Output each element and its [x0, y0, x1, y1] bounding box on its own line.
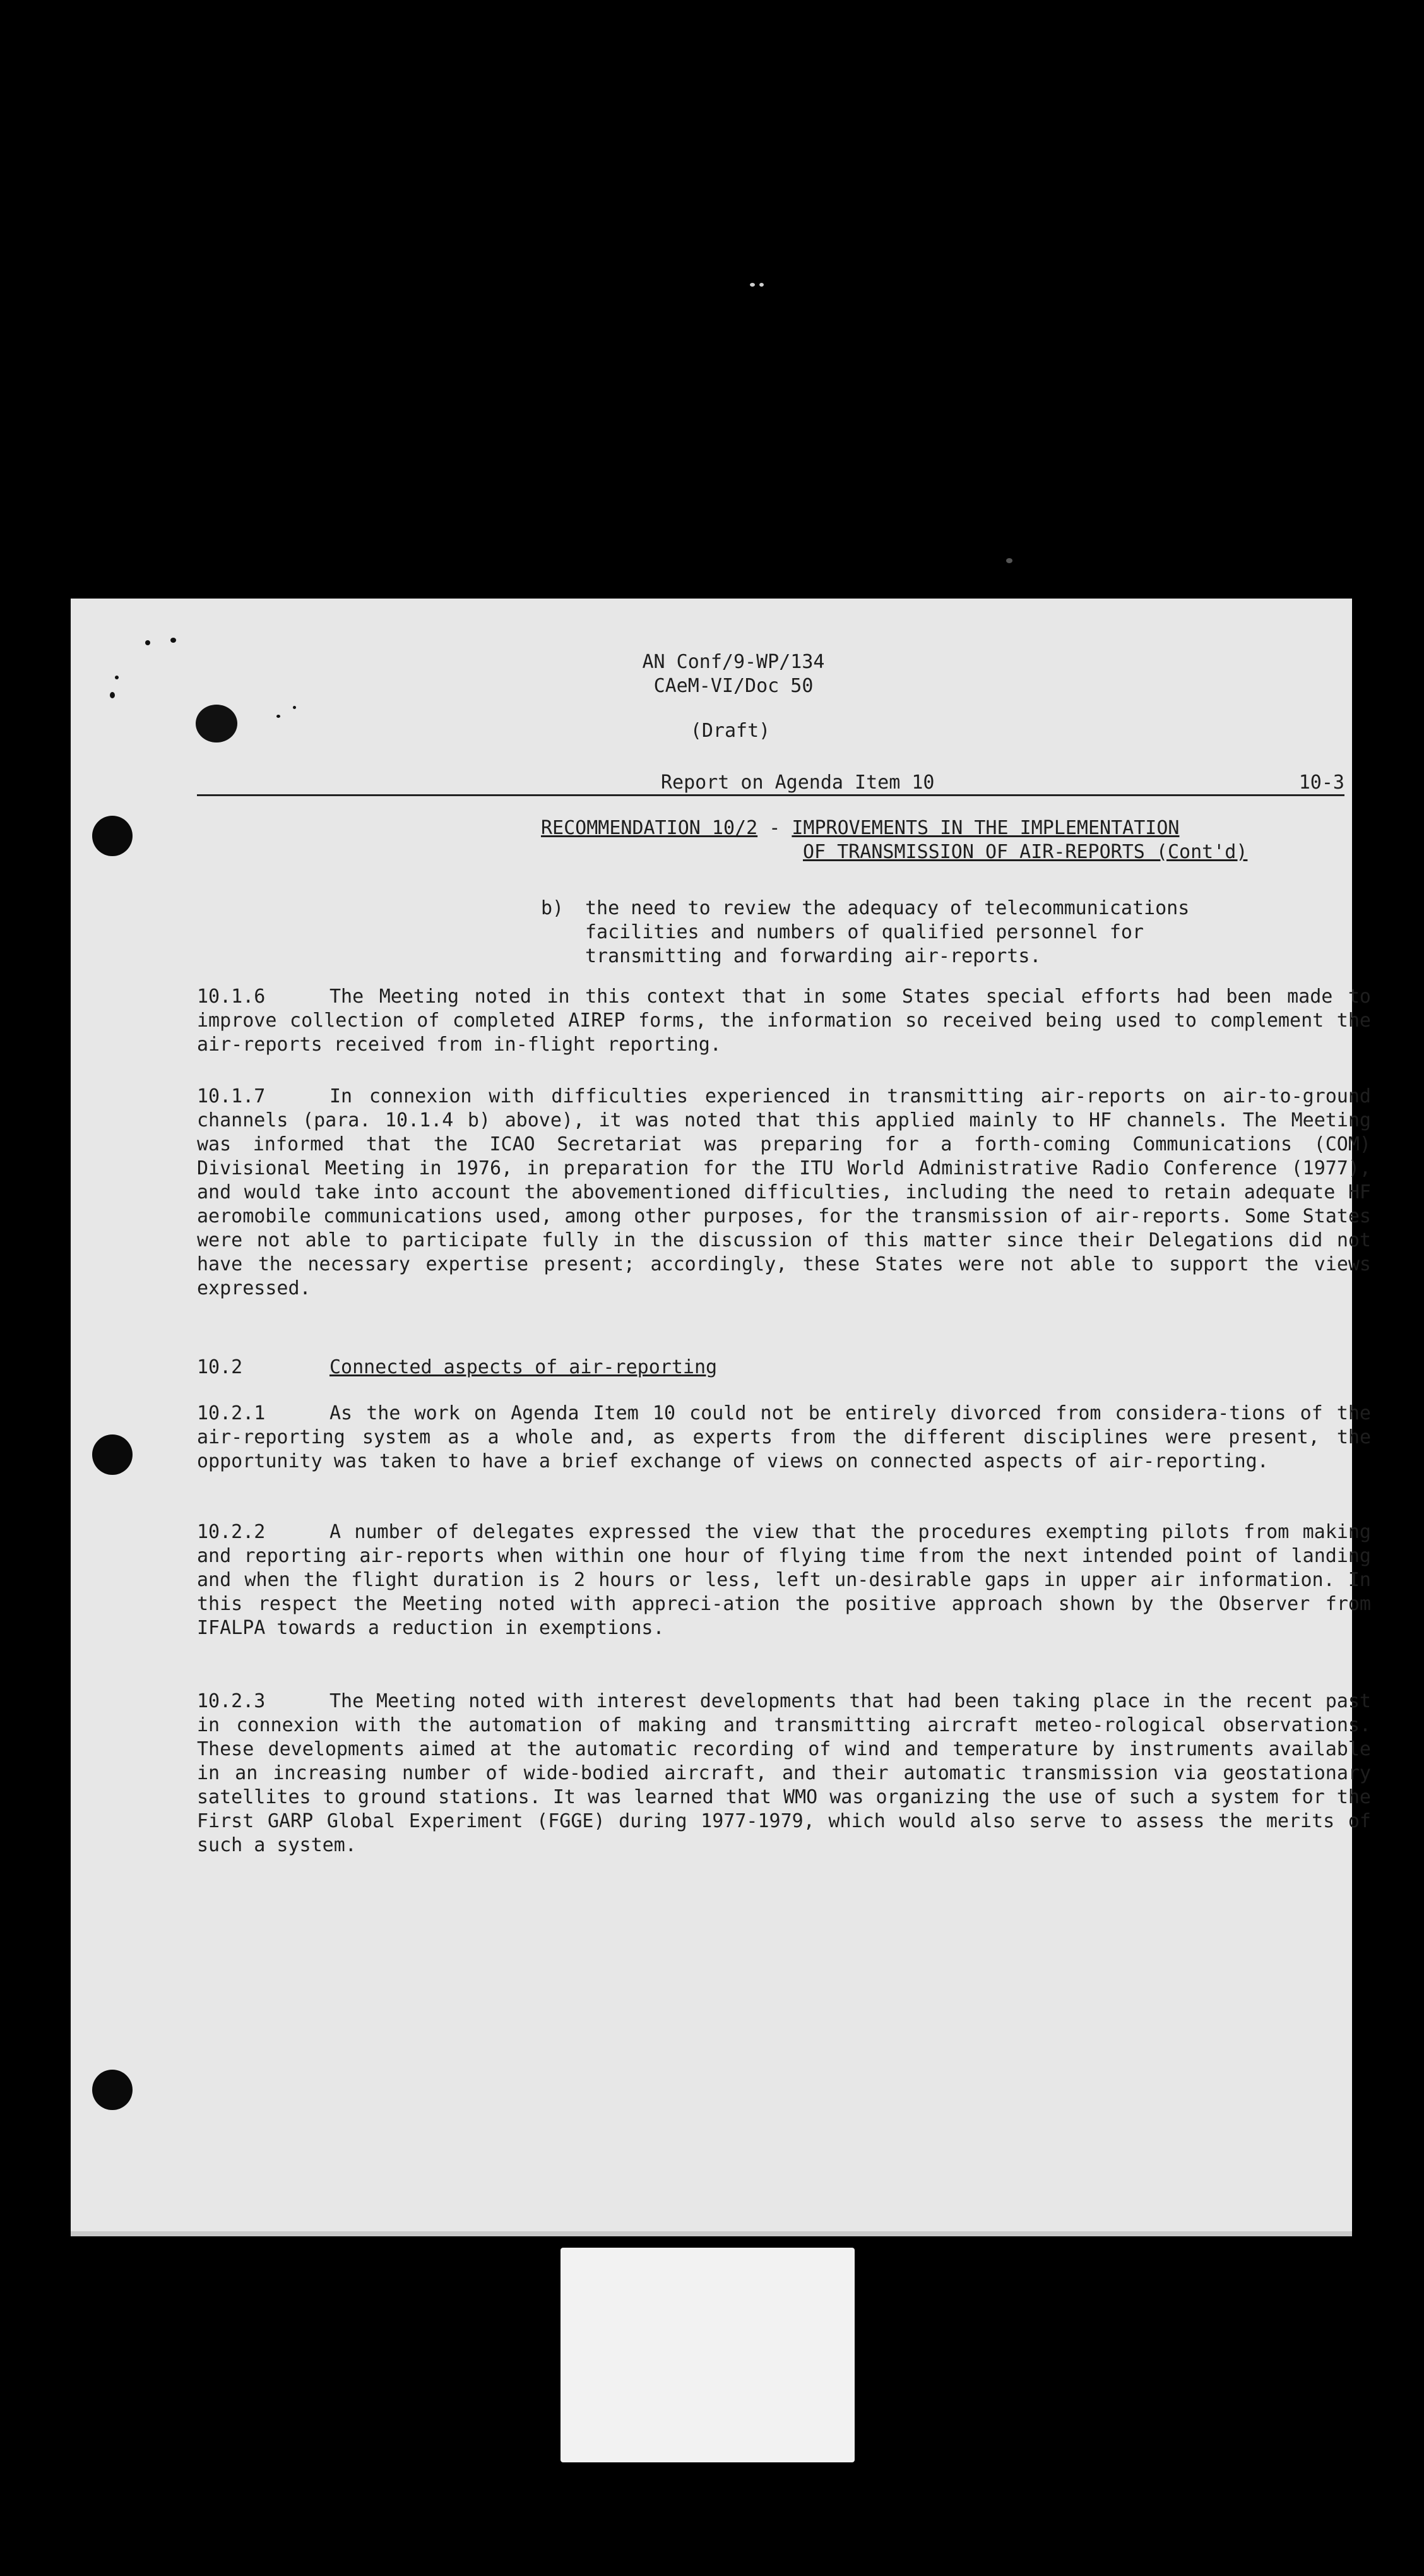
paragraph-number: 10.1.6 [197, 986, 266, 1008]
report-header-rule [197, 769, 1344, 796]
ink-speck [293, 706, 296, 709]
list-item-letter: b) [541, 897, 564, 919]
ink-speck [276, 715, 280, 718]
ink-speck [145, 640, 150, 645]
paragraph-10-2-2 [197, 1520, 1371, 1640]
paragraph-text: The Meeting noted with interest developments that had been taking place in the recent past in connexion with the automation of making and transmitting aircraft meteo-rological observations. These developments aimed at the automatic recording of wind and temperature by instruments available in an increasing number of wide-bodied aircraft, and their automatic transmission via geostationary satellites to ground stations. It was learned that WMO was organizing the use of such a system for the First GARP Global Experiment (FGGE) during 1977-1979, which would also serve to assess the merits of such a system. [197, 1690, 1371, 1856]
paragraph-text: A number of delegates expressed the view that the procedures exempting pilots from making and reporting air-reports when within one hour of flying time from the next intended point of landing and when the flight duration is 2 hours or less, left un-desirable gaps in upper air information. In this respect the Meeting noted with appreci-ation the positive approach shown by the Observer from IFALPA towards a reduction in exemptions. [197, 1521, 1371, 1639]
section-number: 10.2 [197, 1356, 243, 1378]
recommendation-title-line-2: OF TRANSMISSION OF AIR-REPORTS (Cont'd) [803, 841, 1248, 863]
section-heading [197, 1356, 717, 1378]
paragraph-number: 10.2.2 [197, 1521, 266, 1543]
paragraph-number: 10.2.1 [197, 1402, 266, 1424]
ink-speck [170, 638, 176, 643]
list-item-text: the need to review the adequacy of telecommunications facilities and numbers of qualified personnel for transmitting and forwarding air-reports. [585, 897, 1190, 967]
paragraph-text: As the work on Agenda Item 10 could not be entirely divorced from considera-tions of the air-reporting system as a whole and, as experts from the different disciplines were present, the opportunity was taken to have a brief exchange of views on connected aspects of air-reporting. [197, 1402, 1371, 1472]
paragraph-text: In connexion with difficulties experienced in transmitting air-reports on air-to-ground channels (para. 10.1.4 b) above), it was noted that this applied mainly to HF channels. The Meeting was informed that the ICAO Secretariat was preparing for a forth-coming Communications (COM) Divisional Meeting in 1976, in preparation for the ITU World Administrative Radio Conference (1977), and would take into account the abovementioned difficulties, including the need to retain adequate HF aeromobile communications used, among other purposes, for the transmission of air-reports. Some States were not able to participate fully in the discussion of this matter since their Delegations did not have the necessary expertise present; accordingly, these States were not able to support the views expressed. [197, 1085, 1371, 1299]
punch-hole-bottom [92, 2070, 133, 2110]
recommendation-label: RECOMMENDATION 10/2 [541, 817, 758, 839]
doc-ref-2: CAeM-VI/Doc 50 [653, 675, 814, 697]
doc-ref-1: AN Conf/9-WP/134 [642, 651, 825, 673]
paragraph-number: 10.1.7 [197, 1085, 266, 1107]
page-number: 10-3 [1298, 772, 1344, 794]
background-speck [1006, 558, 1012, 563]
recommendation-dash: - [757, 817, 792, 839]
background-speck [759, 283, 764, 287]
document-reference [71, 650, 1352, 698]
recommendation-title-line-1: IMPROVEMENTS IN THE IMPLEMENTATION [792, 817, 1180, 839]
punch-hole-top [92, 816, 133, 856]
punch-hole-middle [92, 1434, 133, 1475]
paragraph-text: The Meeting noted in this context that in some States special efforts had been made to improve collection of completed AIREP forms, the information so received being used to complement the air-reports received from in-flight reporting. [197, 986, 1371, 1056]
draft-label: (Draft) [690, 720, 771, 742]
section-title: Connected aspects of air-reporting [329, 1356, 718, 1378]
paragraph-10-2-3 [197, 1690, 1371, 1857]
document-page [71, 599, 1371, 2236]
paragraph-number: 10.2.3 [197, 1690, 266, 1712]
paragraph-10-1-6 [197, 985, 1371, 1057]
report-title: Report on Agenda Item 10 [661, 772, 935, 794]
recommendation-heading [541, 816, 1179, 841]
background-speck [750, 283, 755, 287]
paragraph-10-2-1 [197, 1402, 1371, 1474]
paragraph-10-1-7 [197, 1085, 1371, 1301]
blank-card [561, 2248, 855, 2462]
